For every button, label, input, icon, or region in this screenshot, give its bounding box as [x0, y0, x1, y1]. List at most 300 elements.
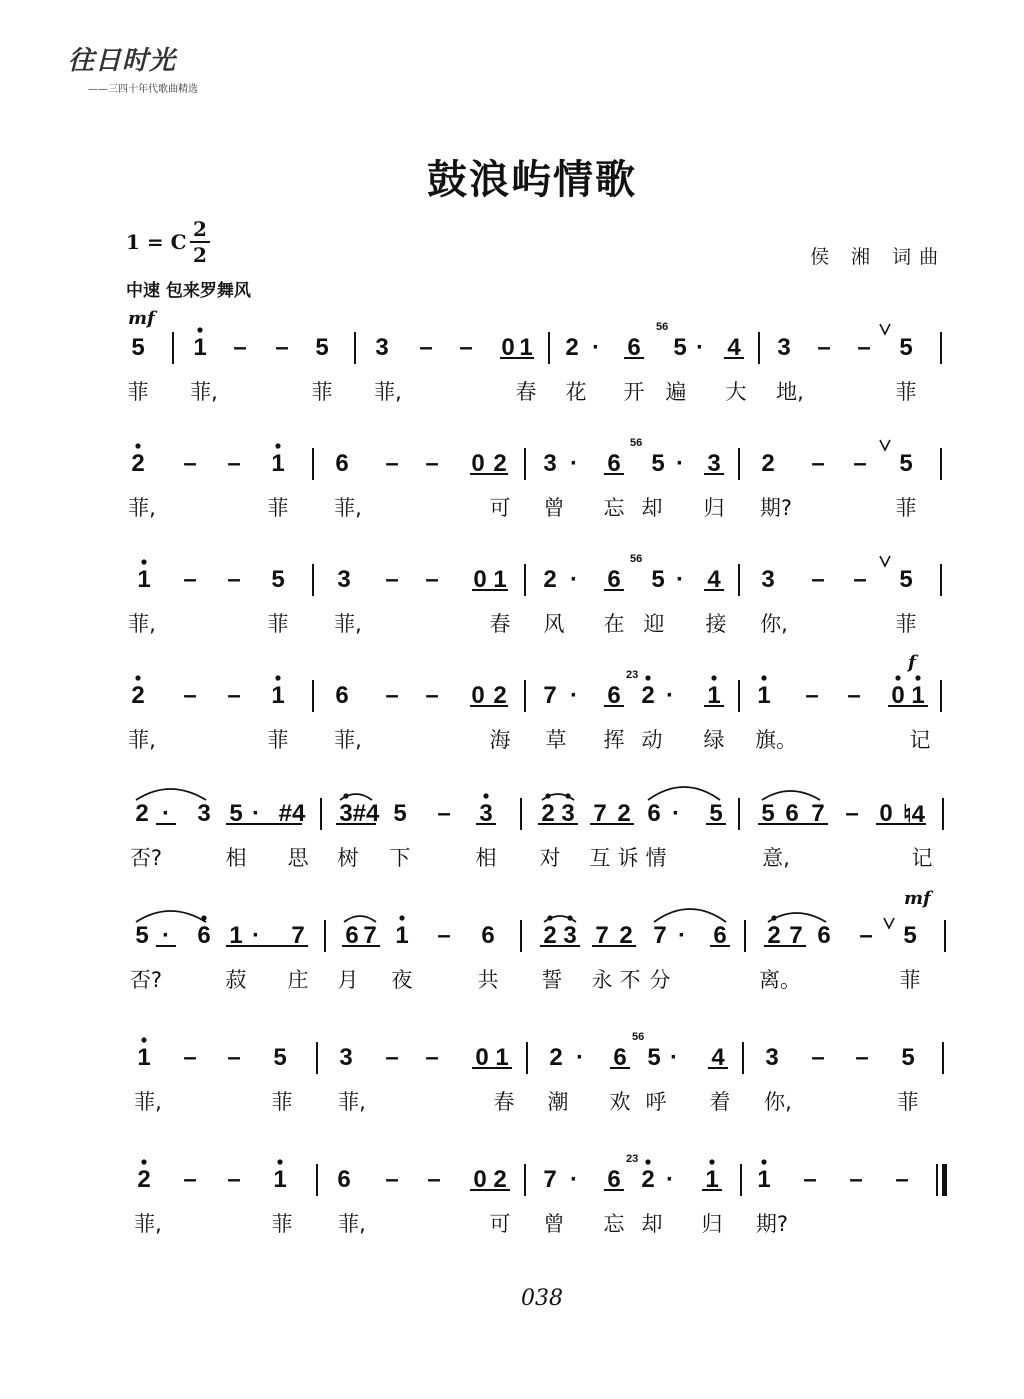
note: –: [227, 566, 241, 593]
note: 5: [709, 800, 723, 827]
lyric: 菲: [895, 612, 917, 636]
note: 6: [607, 450, 621, 477]
note: ·: [570, 566, 578, 593]
lyrics-line: [0, 1208, 1024, 1248]
note: –: [419, 334, 433, 361]
lyric: 记: [911, 846, 933, 870]
note: 3: [561, 800, 575, 827]
note: 6: [607, 1166, 621, 1193]
note: 5: [647, 1044, 661, 1071]
barline: [526, 1042, 528, 1074]
note: –: [385, 1166, 399, 1193]
note: –: [183, 682, 197, 709]
note: –: [811, 450, 825, 477]
note: 2: [493, 450, 507, 477]
note: –: [275, 334, 289, 361]
note: ·: [696, 334, 704, 361]
note: ·: [666, 1166, 674, 1193]
staff-row-4: [0, 668, 1024, 778]
lyric: 不: [619, 968, 641, 992]
note: 3: [761, 566, 775, 593]
note: 1: [495, 1044, 509, 1071]
note: –: [811, 1044, 825, 1071]
grace-note: 23: [626, 1153, 639, 1165]
lyric: 菲: [267, 728, 289, 752]
barline: [738, 798, 740, 830]
barline: [316, 1164, 318, 1196]
note: –: [847, 682, 861, 709]
barline: [524, 680, 526, 712]
note: 7: [789, 922, 803, 949]
lyric: 潮: [547, 1090, 569, 1114]
barline: [940, 564, 942, 596]
lyric: 菲: [271, 1212, 293, 1236]
note: 6: [713, 922, 727, 949]
note: 6: [785, 800, 799, 827]
note: –: [425, 1044, 439, 1071]
lyric: 菲: [271, 1090, 293, 1114]
note: 2: [137, 1166, 151, 1193]
note: 2: [135, 800, 149, 827]
note: 4: [711, 1044, 725, 1071]
note: 1: [229, 922, 243, 949]
note: 1: [271, 682, 285, 709]
barline: [744, 920, 746, 952]
lyric: 草: [545, 728, 567, 752]
note: ·: [676, 450, 684, 477]
note: 6: [197, 922, 211, 949]
lyric: 在: [603, 612, 625, 636]
staff-row-1: [0, 320, 1024, 430]
dynamic-mf-start: mf: [128, 308, 155, 329]
note: –: [425, 566, 439, 593]
barline: [740, 1164, 742, 1196]
note: #4: [352, 800, 380, 827]
note: 2: [543, 922, 557, 949]
final-barline-thin: [936, 1164, 938, 1196]
note: 0: [891, 682, 905, 709]
lyric: 对: [539, 846, 561, 870]
lyric: 旗。: [755, 728, 797, 752]
lyric: 菲,: [334, 612, 362, 636]
note: 6: [335, 450, 349, 477]
note: 1: [757, 682, 771, 709]
note: 2: [761, 450, 775, 477]
lyric: 菲,: [338, 1090, 366, 1114]
note: 2: [543, 566, 557, 593]
note: 1: [137, 566, 151, 593]
lyric: 动: [641, 728, 663, 752]
note: –: [227, 682, 241, 709]
note: ·: [162, 922, 170, 949]
note: 3: [777, 334, 791, 361]
lyric: 可: [489, 496, 511, 520]
barline: [940, 448, 942, 480]
lyrics-line: [0, 964, 1024, 1004]
lyric: 永: [591, 968, 613, 992]
staff-row-8: [0, 1152, 1024, 1262]
note: 3: [543, 450, 557, 477]
note: 2: [131, 682, 145, 709]
note: –: [385, 450, 399, 477]
note: ·: [570, 682, 578, 709]
lyric: 菲,: [128, 728, 156, 752]
note: 6: [481, 922, 495, 949]
lyric: 否?: [129, 846, 163, 870]
lyrics-line: [0, 492, 1024, 532]
note: ·: [162, 800, 170, 827]
note: 6: [607, 566, 621, 593]
lyric: 否?: [129, 968, 163, 992]
note: #4: [278, 800, 306, 827]
note: –: [857, 334, 871, 361]
page-number: 038: [521, 1286, 563, 1311]
lyric: 树: [337, 846, 359, 870]
note: –: [233, 334, 247, 361]
note: 5: [899, 334, 913, 361]
barline: [738, 680, 740, 712]
barline: [738, 564, 740, 596]
notes-line: [0, 320, 1024, 380]
note: 2: [641, 682, 655, 709]
note: 1: [705, 1166, 719, 1193]
note: 2: [641, 1166, 655, 1193]
note: 5: [393, 800, 407, 827]
lyric: 分: [649, 968, 671, 992]
note: ·: [252, 800, 260, 827]
lyric: 绿: [703, 728, 725, 752]
note: 3: [479, 800, 493, 827]
lyric: 期?: [755, 1212, 789, 1236]
lyric: 意,: [762, 846, 790, 870]
lyric: 菲,: [134, 1090, 162, 1114]
lyric: 可: [489, 1212, 511, 1236]
barline: [354, 332, 356, 364]
lyric: 菲,: [128, 612, 156, 636]
note: 3: [707, 450, 721, 477]
note: –: [227, 1166, 241, 1193]
note: 7: [363, 922, 377, 949]
lyrics-line: [0, 724, 1024, 764]
note: 6: [627, 334, 641, 361]
lyric: 菲,: [338, 1212, 366, 1236]
note: 7: [593, 800, 607, 827]
note: 7: [543, 1166, 557, 1193]
note: ·: [570, 450, 578, 477]
note: 5: [135, 922, 149, 949]
note: –: [459, 334, 473, 361]
staff-row-3: [0, 552, 1024, 662]
lyric: 你,: [760, 612, 788, 636]
lyric: 海: [489, 728, 511, 752]
lyrics-line: [0, 1086, 1024, 1126]
barline: [312, 680, 314, 712]
note: 2: [767, 922, 781, 949]
lyric: 菲: [127, 380, 149, 404]
note: –: [849, 1166, 863, 1193]
logo-title: 往日时光: [68, 46, 177, 76]
lyric: 开: [623, 380, 645, 404]
lyric: 菲,: [134, 1212, 162, 1236]
note: –: [227, 450, 241, 477]
note: 6: [817, 922, 831, 949]
lyric: 菲: [897, 1090, 919, 1114]
note: 6: [337, 1166, 351, 1193]
note: 3: [337, 566, 351, 593]
lyric: 春: [493, 1090, 515, 1114]
lyric: 菽: [225, 968, 247, 992]
barline: [942, 798, 944, 830]
lyric: 忘: [603, 1212, 625, 1236]
notes-line: [0, 1030, 1024, 1090]
note: 0: [501, 334, 515, 361]
note: 5: [899, 450, 913, 477]
note: –: [805, 682, 819, 709]
note: –: [845, 800, 859, 827]
note: –: [425, 682, 439, 709]
barline: [524, 1164, 526, 1196]
note: 1: [271, 450, 285, 477]
note: ·: [670, 1044, 678, 1071]
note: 3: [339, 800, 353, 827]
staff-row-7: [0, 1030, 1024, 1140]
note: 6: [607, 682, 621, 709]
note: –: [425, 450, 439, 477]
note: –: [227, 1044, 241, 1071]
lyric: 春: [489, 612, 511, 636]
notes-line: [0, 552, 1024, 612]
note: 5: [901, 1044, 915, 1071]
note: 6: [345, 922, 359, 949]
lyric: 菲,: [334, 496, 362, 520]
barline: [312, 448, 314, 480]
lyric: 情: [645, 846, 667, 870]
note: ·: [666, 682, 674, 709]
note: –: [803, 1166, 817, 1193]
note: 6: [647, 800, 661, 827]
lyric: 却: [641, 1212, 663, 1236]
author-credit: 侯 湘 词曲: [810, 246, 947, 268]
note: 1: [757, 1166, 771, 1193]
note: –: [817, 334, 831, 361]
lyric: 菲: [267, 612, 289, 636]
lyric: 你,: [764, 1090, 792, 1114]
barline: [742, 1042, 744, 1074]
note: 5: [273, 1044, 287, 1071]
barline: [520, 920, 522, 952]
lyric: 挥: [603, 728, 625, 752]
note: 7: [291, 922, 305, 949]
note: 6: [335, 682, 349, 709]
note: 3: [339, 1044, 353, 1071]
dynamic-mf-return: mf: [904, 888, 931, 909]
lyric: 菲,: [334, 728, 362, 752]
lyric: 却: [641, 496, 663, 520]
note: 3: [197, 800, 211, 827]
final-barline-thick: [942, 1164, 947, 1196]
note: 1: [395, 922, 409, 949]
grace-note: 56: [630, 553, 643, 565]
barline: [524, 564, 526, 596]
notes-line: [0, 786, 1024, 846]
lyric: 接: [705, 612, 727, 636]
grace-note: 23: [626, 669, 639, 681]
barline: [758, 332, 760, 364]
note: –: [895, 1166, 909, 1193]
note: 2: [565, 334, 579, 361]
notes-line: [0, 1152, 1024, 1212]
notes-line: [0, 668, 1024, 728]
lyric: 菲: [311, 380, 333, 404]
note: –: [859, 922, 873, 949]
lyric: 着: [709, 1090, 731, 1114]
lyric: 菲,: [190, 380, 218, 404]
lyric: 曾: [543, 1212, 565, 1236]
note: ·: [252, 922, 260, 949]
note: 3: [765, 1044, 779, 1071]
notes-line: [0, 436, 1024, 496]
note: 5: [271, 566, 285, 593]
key-signature: 1 = C: [126, 230, 187, 254]
note: ♮4: [903, 801, 925, 828]
lyrics-line: [0, 376, 1024, 416]
note: –: [853, 450, 867, 477]
lyric: 风: [543, 612, 565, 636]
lyric: 菲: [899, 968, 921, 992]
notes-line: [0, 908, 1024, 968]
lyric: 相: [225, 846, 247, 870]
note: 7: [543, 682, 557, 709]
lyric: 花: [565, 380, 587, 404]
lyric: 期?: [759, 496, 793, 520]
lyric: 归: [701, 1212, 723, 1236]
note: 7: [653, 922, 667, 949]
lyric: 呼: [645, 1090, 667, 1114]
note: 5: [903, 922, 917, 949]
lyric: 菲,: [128, 496, 156, 520]
note: 5: [315, 334, 329, 361]
lyric: 菲: [895, 496, 917, 520]
barline: [316, 1042, 318, 1074]
note: ·: [672, 800, 680, 827]
note: 7: [595, 922, 609, 949]
note: 1: [493, 566, 507, 593]
barline: [524, 448, 526, 480]
note: 0: [879, 800, 893, 827]
note: –: [385, 682, 399, 709]
note: 5: [673, 334, 687, 361]
lyrics-line: [0, 842, 1024, 882]
barline: [548, 332, 550, 364]
note: 2: [541, 800, 555, 827]
lyric: 诉: [617, 846, 639, 870]
note: 5: [651, 566, 665, 593]
note: 0: [473, 1166, 487, 1193]
lyric: 归: [703, 496, 725, 520]
staff-row-6: [0, 908, 1024, 1018]
lyric: 地,: [776, 380, 804, 404]
note: 2: [549, 1044, 563, 1071]
staff-row-5: [0, 786, 1024, 896]
note: –: [183, 450, 197, 477]
note: 4: [707, 566, 721, 593]
note: 4: [727, 334, 741, 361]
note: 2: [131, 450, 145, 477]
note: 2: [617, 800, 631, 827]
note: 1: [911, 682, 925, 709]
note: 5: [651, 450, 665, 477]
lyric: 庄: [287, 968, 309, 992]
note: 3: [375, 334, 389, 361]
grace-note: 56: [656, 321, 669, 333]
lyric: 春: [515, 380, 537, 404]
note: –: [183, 566, 197, 593]
note: 0: [471, 450, 485, 477]
note: 1: [273, 1166, 287, 1193]
logo-subtitle: ——三四十年代歌曲精选: [88, 84, 198, 95]
note: 7: [811, 800, 825, 827]
note: –: [183, 1166, 197, 1193]
lyric: 共: [477, 968, 499, 992]
lyric: 夜: [391, 968, 413, 992]
lyric: 离。: [759, 968, 801, 992]
note: 3: [563, 922, 577, 949]
lyric: 记: [909, 728, 931, 752]
lyric: 月: [337, 968, 359, 992]
lyric: 相: [475, 846, 497, 870]
note: ·: [576, 1044, 584, 1071]
note: 2: [493, 682, 507, 709]
lyric: 欢: [609, 1090, 631, 1114]
barline: [738, 448, 740, 480]
note: 2: [493, 1166, 507, 1193]
lyric: 菲: [267, 496, 289, 520]
note: –: [853, 566, 867, 593]
time-signature-bottom: 2: [193, 243, 207, 267]
note: 0: [471, 682, 485, 709]
dynamic-f: f: [908, 652, 916, 673]
barline: [944, 920, 946, 952]
lyric: 曾: [543, 496, 565, 520]
lyrics-line: [0, 608, 1024, 648]
book-logo: [60, 22, 230, 142]
tempo-marking: 中速 包来罗舞风: [126, 281, 251, 301]
lyric: 思: [287, 846, 309, 870]
barline: [940, 332, 942, 364]
note: 0: [475, 1044, 489, 1071]
barline: [312, 564, 314, 596]
note: ·: [592, 334, 600, 361]
note: 5: [131, 334, 145, 361]
note: 1: [193, 334, 207, 361]
note: 5: [761, 800, 775, 827]
note: –: [855, 1044, 869, 1071]
grace-note: 56: [630, 437, 643, 449]
barline: [172, 332, 174, 364]
lyric: 下: [389, 846, 411, 870]
note: –: [427, 1166, 441, 1193]
lyric: 誓: [541, 968, 563, 992]
barline: [320, 798, 322, 830]
note: –: [385, 566, 399, 593]
note: ·: [678, 922, 686, 949]
barline: [942, 1042, 944, 1074]
note: –: [811, 566, 825, 593]
note: ·: [570, 1166, 578, 1193]
barline: [940, 680, 942, 712]
lyric: 大: [725, 380, 747, 404]
note: 1: [137, 1044, 151, 1071]
